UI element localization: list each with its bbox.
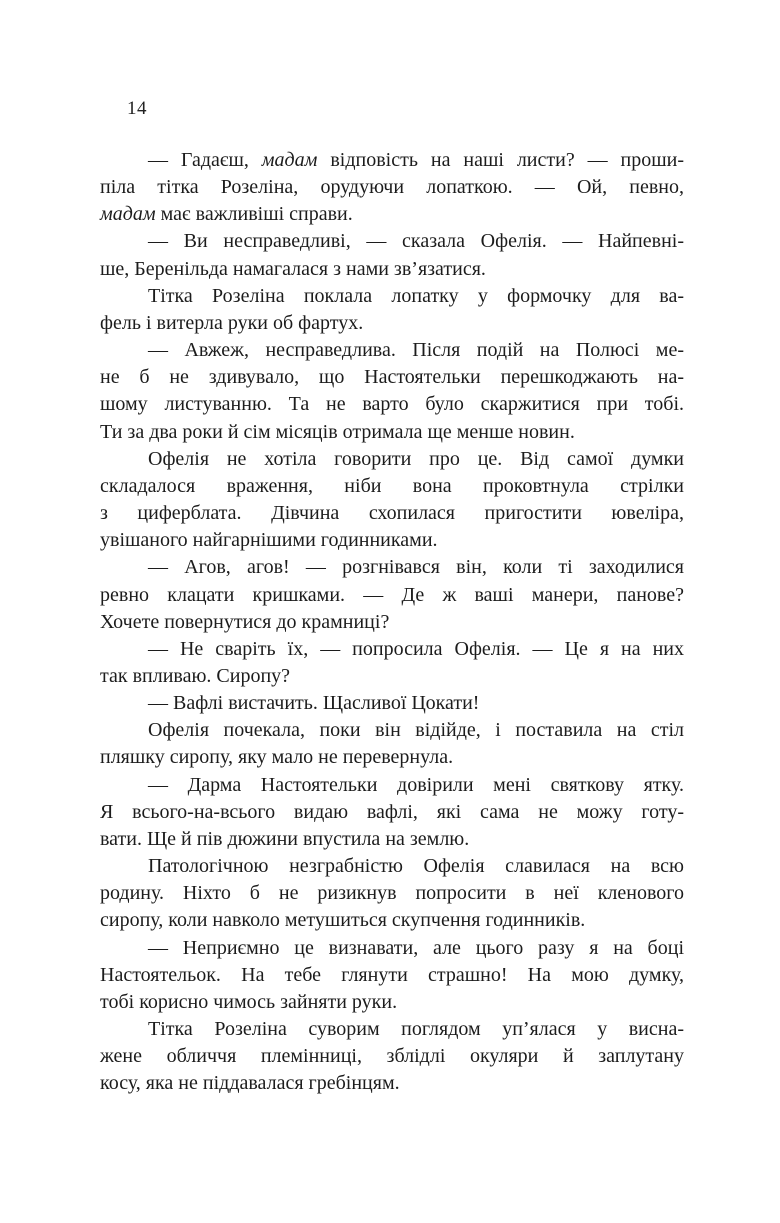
text-line: — Не сваріть їх, — попросила Офелія. — Це я на них bbox=[148, 637, 684, 660]
paragraph bbox=[100, 690, 684, 717]
text-line: — Ви несправедливі, — сказала Офелія. — Найпевні- bbox=[148, 230, 684, 253]
text-line: Офелія почекала, поки він відійде, і поставила на стіл bbox=[148, 719, 684, 742]
paragraph bbox=[100, 283, 684, 337]
text-line: — Вафлі вистачить. Щасливої Цокати! bbox=[148, 692, 480, 715]
text-line: шому листуванню. Та не варто було скаржитися при тобі. bbox=[100, 393, 684, 416]
text-line: Хочете повернутися до крамниці? bbox=[100, 610, 390, 633]
italic-text: мадам bbox=[261, 149, 318, 171]
text-line: Тітка Розеліна суворим поглядом уп’ялася у висна- bbox=[148, 1018, 684, 1040]
text-line: ше, Беренільда намагалася з нами зв’язатися. bbox=[100, 257, 486, 280]
text-line: тобі корисно чимось зайняти руки. bbox=[100, 990, 398, 1013]
text-block bbox=[100, 147, 684, 1097]
text-line: так впливаю. Сиропу? bbox=[100, 664, 291, 687]
text-line: Настоятельок. На тебе глянути страшно! На мою думку, bbox=[100, 963, 684, 986]
text-line: Офелія не хотіла говорити про це. Від самої думки bbox=[148, 447, 684, 470]
text-line: увішаного найгарнішими годинниками. bbox=[100, 529, 438, 552]
paragraph bbox=[100, 147, 684, 228]
text-line: — Гадаєш, мадам відповість на наші листи? — проши- bbox=[148, 149, 684, 171]
paragraph bbox=[100, 772, 684, 853]
text-line: сиропу, коли навколо метушиться скупчення годинників. bbox=[100, 909, 586, 932]
text-line: — Агов, агов! — розгнівався він, коли ті заходилися bbox=[148, 556, 684, 579]
text-line: піла тітка Розеліна, орудуючи лопаткою. — Ой, певно, bbox=[100, 176, 684, 199]
text-line: — Авжеж, несправедлива. Після подій на Полюсі ме- bbox=[148, 339, 684, 362]
paragraph bbox=[100, 446, 684, 555]
text-line: мадам має важливіші справи. bbox=[100, 203, 353, 226]
text-line: вати. Ще й пів дюжини впустила на землю. bbox=[100, 827, 470, 850]
text-line: косу, яка не піддавалася гребінцям. bbox=[100, 1072, 400, 1095]
text-line: фель і витерла руки об фартух. bbox=[100, 311, 364, 334]
paragraph bbox=[100, 554, 684, 635]
paragraph bbox=[100, 717, 684, 771]
paragraph bbox=[100, 228, 684, 282]
paragraph bbox=[100, 636, 684, 690]
text-line: пляшку сиропу, яку мало не перевернула. bbox=[100, 746, 454, 769]
text-line: Патологічною незграбністю Офелія славилася на всю bbox=[148, 855, 684, 878]
text-line: не б не здивувало, що Настоятельки перешкоджають на- bbox=[100, 366, 684, 389]
text-line: родину. Ніхто б не ризикнув попросити в неї кленового bbox=[100, 882, 684, 905]
text-line: жене обличчя племінниці, зблідлі окуляри й заплутану bbox=[100, 1045, 684, 1068]
paragraph bbox=[100, 853, 684, 934]
paragraph bbox=[100, 1016, 684, 1097]
text-line: з циферблата. Дівчина схопилася пригостити ювеліра, bbox=[100, 502, 684, 525]
text-line: Я всього-на-всього видаю вафлі, які сама не можу готу- bbox=[100, 800, 684, 823]
text-line: — Неприємно це визнавати, але цього разу я на боці bbox=[148, 936, 684, 959]
page-number: 14 bbox=[127, 98, 147, 119]
text-line: ревно клацати кришками. — Де ж ваші манери, панове? bbox=[100, 583, 684, 606]
paragraph bbox=[100, 337, 684, 446]
text-line: Тітка Розеліна поклала лопатку у формочку для ва- bbox=[148, 284, 684, 307]
text-line: Ти за два роки й сім місяців отримала ще менше новин. bbox=[100, 420, 575, 443]
italic-text: мадам bbox=[100, 203, 156, 226]
text-line: — Дарма Настоятельки довірили мені святкову ятку. bbox=[148, 773, 684, 796]
paragraph bbox=[100, 935, 684, 1016]
text-line: складалося враження, ніби вона проковтнула стрілки bbox=[100, 474, 684, 497]
